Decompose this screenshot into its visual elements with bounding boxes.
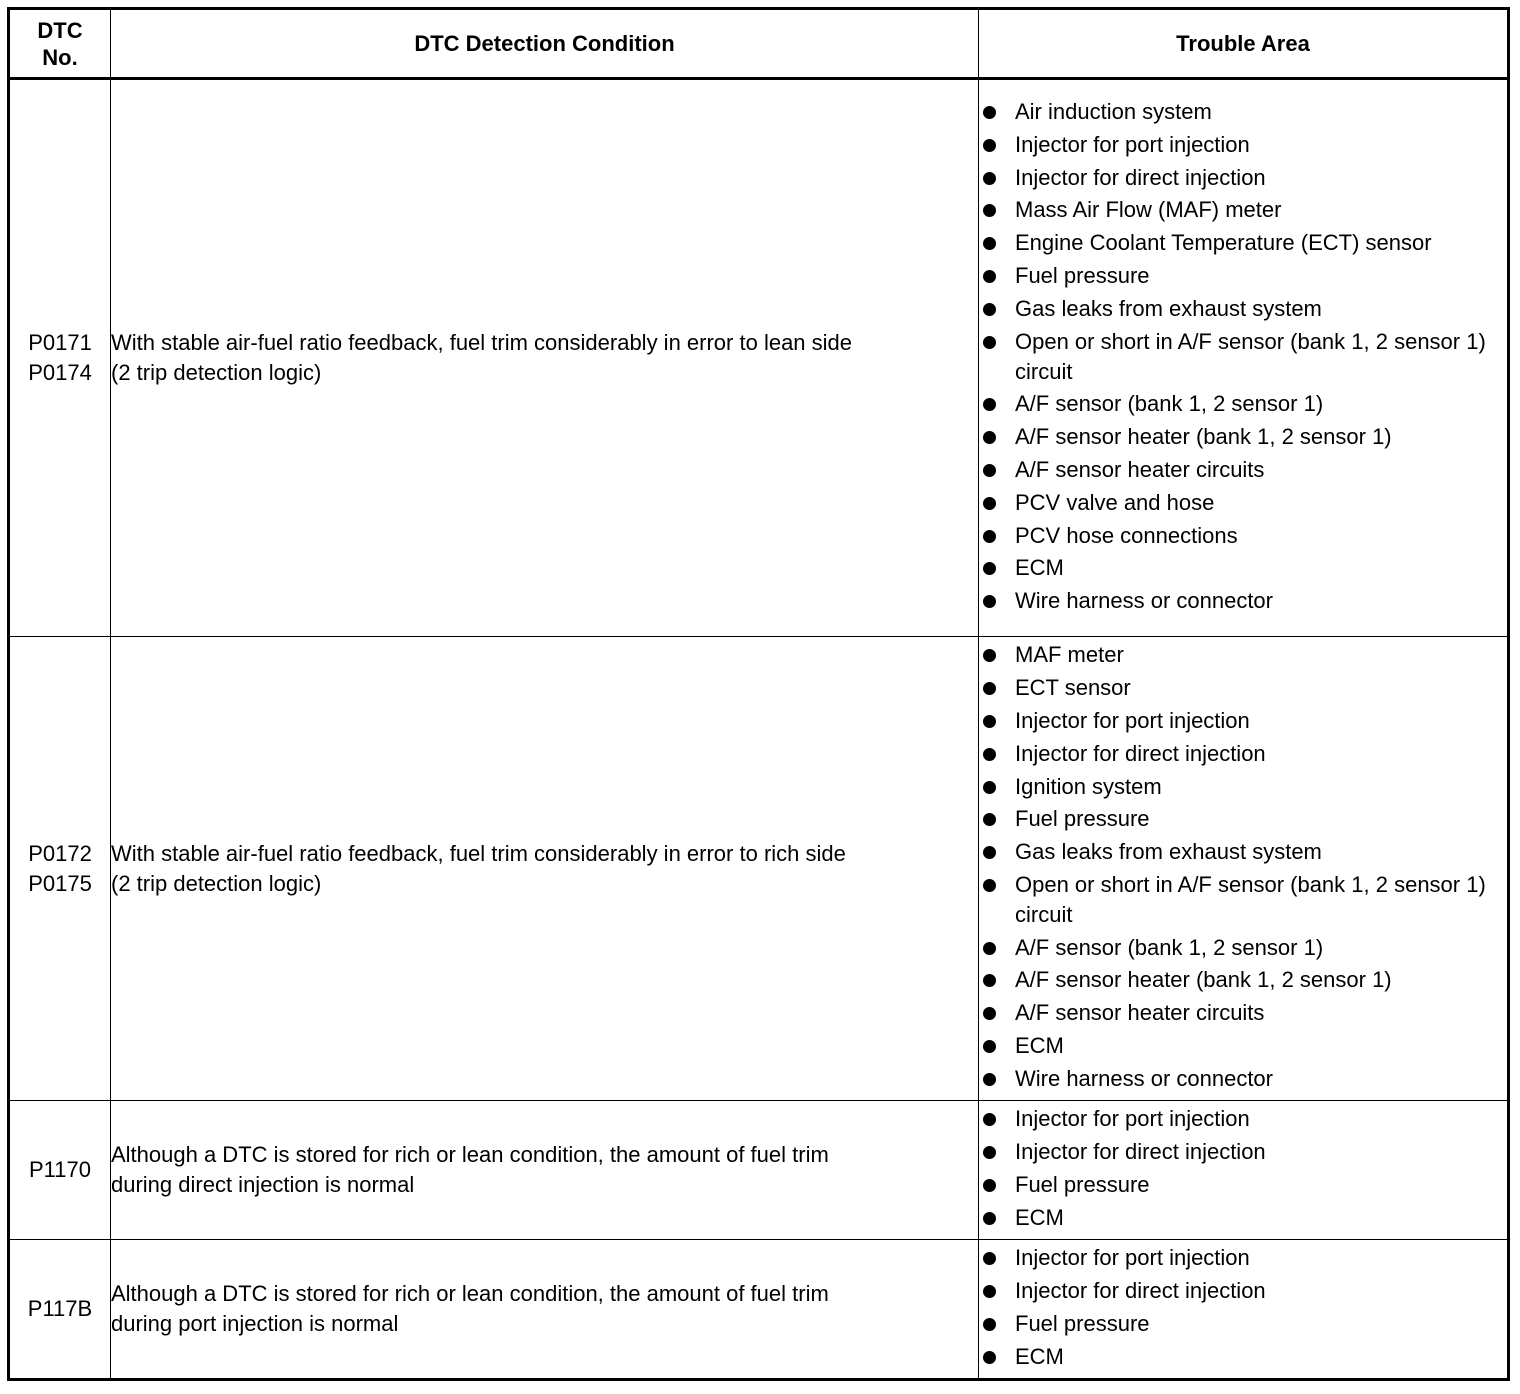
condition-cell — [111, 79, 979, 637]
trouble-area-cell — [979, 1240, 1509, 1380]
condition-text: With stable air-fuel ratio feedback, fuel trim considerably in error to lean side — [111, 330, 853, 355]
bullet-icon — [983, 1212, 996, 1225]
bullet-icon — [983, 1146, 996, 1159]
trouble-area-text: Wire harness or connector — [1015, 588, 1273, 614]
trouble-area-text: Gas leaks from exhaust system — [1015, 839, 1322, 865]
condition-text: during port injection is normal — [111, 1311, 399, 1336]
condition-text: during direct injection is normal — [111, 1172, 415, 1197]
bullet-icon — [983, 497, 996, 510]
trouble-area-list — [979, 1243, 1507, 1371]
table-row — [9, 1101, 1509, 1240]
bullet-icon — [983, 530, 996, 543]
trouble-area-text: Air induction system — [1015, 99, 1212, 125]
trouble-area-text: Injector for direct injection — [1015, 1278, 1266, 1304]
trouble-area-item — [979, 1064, 1507, 1094]
trouble-area-item — [979, 1309, 1507, 1339]
dtc-code-cell — [9, 637, 111, 1101]
bullet-icon — [983, 1073, 996, 1086]
bullet-icon — [983, 139, 996, 152]
bullet-icon — [983, 682, 996, 695]
bullet-icon — [983, 237, 996, 250]
trouble-area-text: Fuel pressure — [1015, 263, 1150, 288]
trouble-area-item — [979, 455, 1507, 485]
trouble-area-item — [979, 228, 1507, 258]
dtc-code-cell — [9, 1101, 111, 1240]
trouble-area-item — [979, 673, 1507, 703]
bullet-icon — [983, 974, 996, 987]
trouble-area-item — [979, 804, 1507, 834]
trouble-area-item — [979, 998, 1507, 1028]
dtc-code: P0175 — [28, 870, 92, 896]
bullet-icon — [983, 562, 996, 575]
trouble-area-item — [979, 933, 1507, 963]
bullet-icon — [983, 1285, 996, 1298]
trouble-area-text: Gas leaks from exhaust system — [1015, 295, 1322, 321]
trouble-area-item — [979, 586, 1507, 616]
trouble-area-item — [979, 488, 1507, 518]
bullet-icon — [983, 649, 996, 662]
dtc-code-cell — [9, 79, 111, 637]
trouble-area-text: Engine Coolant Temperature (ECT) sensor — [1015, 230, 1432, 256]
condition-text: With stable air-fuel ratio feedback, fuel trim considerably in error to rich side — [111, 840, 846, 866]
bullet-icon — [983, 336, 996, 349]
table-row — [9, 637, 1509, 1101]
dtc-table — [7, 7, 1510, 1381]
header-condition: DTC Detection Condition — [111, 9, 979, 79]
trouble-area-text: Injector for port injection — [1015, 1245, 1250, 1271]
trouble-area-text: A/F sensor heater (bank 1, 2 sensor 1) — [1015, 967, 1392, 993]
trouble-area-item — [979, 640, 1507, 670]
trouble-area-text: MAF meter — [1015, 642, 1124, 668]
bullet-icon — [983, 204, 996, 217]
bullet-icon — [983, 398, 996, 411]
bullet-icon — [983, 846, 996, 859]
trouble-area-text: A/F sensor (bank 1, 2 sensor 1) — [1015, 391, 1324, 417]
trouble-area-text: ECM — [1015, 1033, 1064, 1059]
trouble-area-item — [979, 1203, 1507, 1233]
dtc-code: P1170 — [29, 1157, 91, 1182]
trouble-area-item — [979, 130, 1507, 160]
trouble-area-text: Open or short in A/F sensor (bank 1, 2 sensor 1) circuit — [1015, 871, 1486, 927]
trouble-area-item — [979, 1104, 1507, 1134]
trouble-area-item — [979, 772, 1507, 802]
dtc-code: P0171 — [28, 330, 92, 355]
bullet-icon — [983, 1351, 996, 1364]
trouble-area-text: ECM — [1015, 1204, 1064, 1230]
trouble-area-item — [979, 1170, 1507, 1200]
bullet-icon — [983, 595, 996, 608]
trouble-area-list — [979, 640, 1507, 1094]
condition-text: Although a DTC is stored for rich or lean condition, the amount of fuel trim — [111, 1281, 829, 1306]
trouble-area-item — [979, 294, 1507, 324]
header-trouble-area: Trouble Area — [979, 9, 1509, 79]
trouble-area-text: Injector for port injection — [1015, 707, 1250, 733]
trouble-area-item — [979, 1137, 1507, 1167]
trouble-area-item — [979, 422, 1507, 452]
table-row — [9, 79, 1509, 637]
bullet-icon — [983, 431, 996, 444]
bullet-icon — [983, 748, 996, 761]
trouble-area-text: Injector for port injection — [1015, 131, 1250, 157]
bullet-icon — [983, 1179, 996, 1192]
bullet-icon — [983, 1252, 996, 1265]
condition-text: Although a DTC is stored for rich or lean condition, the amount of fuel trim — [111, 1142, 829, 1167]
trouble-area-item — [979, 739, 1507, 769]
condition-cell — [111, 1240, 979, 1380]
trouble-area-text: Injector for direct injection — [1015, 164, 1266, 190]
bullet-icon — [983, 1040, 996, 1053]
trouble-area-item — [979, 706, 1507, 736]
trouble-area-item — [979, 195, 1507, 225]
trouble-area-item — [979, 1276, 1507, 1306]
header-dtc-no — [9, 9, 111, 79]
bullet-icon — [983, 715, 996, 728]
trouble-area-text: Injector for direct injection — [1015, 1139, 1266, 1165]
trouble-area-cell — [979, 79, 1509, 637]
trouble-area-text: Open or short in A/F sensor (bank 1, 2 sensor 1) circuit — [1015, 328, 1486, 384]
bullet-icon — [983, 781, 996, 794]
trouble-area-text: Injector for port injection — [1015, 1106, 1250, 1132]
trouble-area-item — [979, 97, 1507, 127]
header-dtc-no-line2: No. — [42, 44, 78, 70]
trouble-area-text: A/F sensor heater circuits — [1015, 1000, 1265, 1026]
trouble-area-text: A/F sensor heater circuits — [1015, 456, 1265, 482]
trouble-area-text: ECM — [1015, 555, 1064, 581]
dtc-code: P117B — [27, 1296, 93, 1321]
table-row — [9, 1240, 1509, 1380]
header-dtc-no-line1: DTC — [37, 17, 83, 43]
dtc-code: P0174 — [28, 360, 92, 385]
trouble-area-item — [979, 163, 1507, 193]
trouble-area-text: ECM — [1015, 1343, 1064, 1369]
trouble-area-item — [979, 870, 1507, 930]
bullet-icon — [983, 1113, 996, 1126]
bullet-icon — [983, 270, 996, 283]
condition-cell — [111, 1101, 979, 1240]
bullet-icon — [983, 813, 996, 826]
trouble-area-item — [979, 1342, 1507, 1372]
bullet-icon — [983, 942, 996, 955]
trouble-area-text: Injector for direct injection — [1015, 740, 1266, 766]
trouble-area-text: Fuel pressure — [1015, 1311, 1150, 1336]
dtc-code: P0172 — [28, 840, 92, 866]
bullet-icon — [983, 464, 996, 477]
condition-text: (2 trip detection logic) — [111, 360, 322, 385]
bullet-icon — [983, 303, 996, 316]
trouble-area-item — [979, 1243, 1507, 1273]
trouble-area-text: Mass Air Flow (MAF) meter — [1015, 197, 1282, 223]
bullet-icon — [983, 879, 996, 892]
bullet-icon — [983, 1318, 996, 1331]
trouble-area-text: Wire harness or connector — [1015, 1065, 1273, 1091]
trouble-area-text: A/F sensor heater (bank 1, 2 sensor 1) — [1015, 424, 1392, 450]
trouble-area-text: ECT sensor — [1015, 675, 1131, 701]
trouble-area-list — [979, 97, 1507, 616]
trouble-area-text: PCV valve and hose — [1015, 489, 1215, 515]
trouble-area-item — [979, 389, 1507, 419]
trouble-area-item — [979, 837, 1507, 867]
header-row — [9, 9, 1509, 79]
condition-cell — [111, 637, 979, 1101]
bullet-icon — [983, 106, 996, 119]
trouble-area-text: PCV hose connections — [1015, 522, 1238, 548]
trouble-area-item — [979, 965, 1507, 995]
trouble-area-item — [979, 261, 1507, 291]
trouble-area-item — [979, 1031, 1507, 1061]
trouble-area-item — [979, 521, 1507, 551]
bullet-icon — [983, 172, 996, 185]
trouble-area-text: Fuel pressure — [1015, 1172, 1150, 1197]
trouble-area-cell — [979, 1101, 1509, 1240]
dtc-code-cell — [9, 1240, 111, 1380]
condition-text: (2 trip detection logic) — [111, 870, 322, 896]
bullet-icon — [983, 1007, 996, 1020]
trouble-area-item — [979, 327, 1507, 387]
trouble-area-cell — [979, 637, 1509, 1101]
trouble-area-list — [979, 1104, 1507, 1232]
trouble-area-text: Fuel pressure — [1015, 806, 1150, 832]
trouble-area-text: A/F sensor (bank 1, 2 sensor 1) — [1015, 934, 1324, 960]
trouble-area-item — [979, 553, 1507, 583]
trouble-area-text: Ignition system — [1015, 773, 1162, 799]
